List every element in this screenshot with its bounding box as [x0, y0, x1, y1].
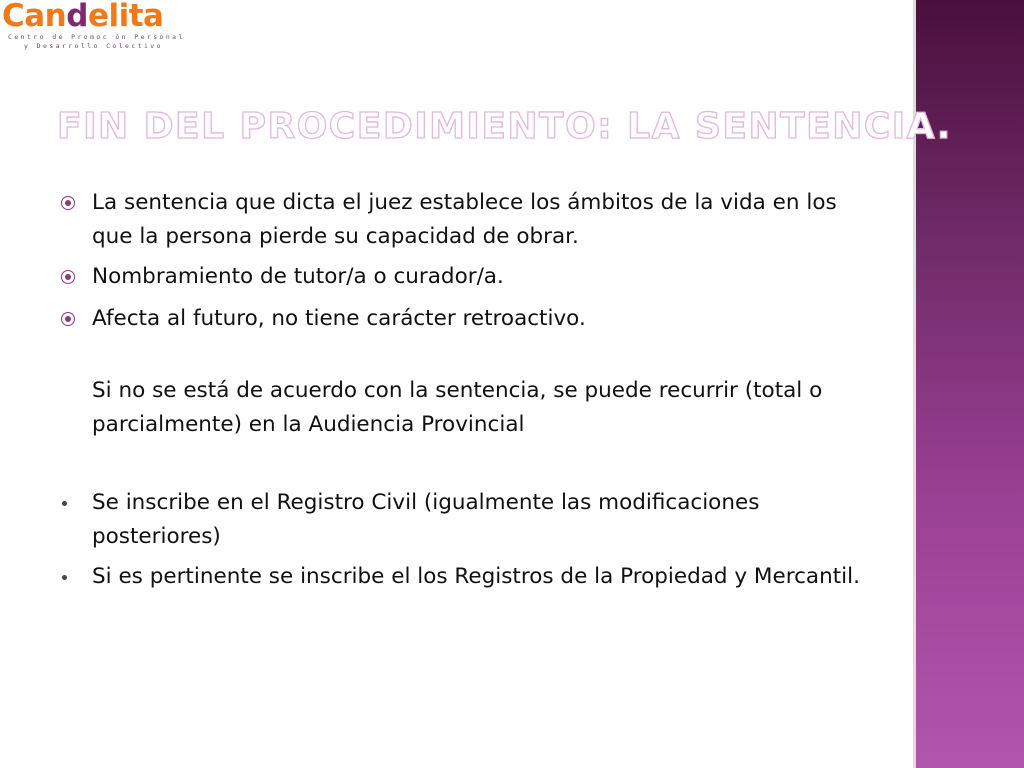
- logo-wordmark: [2, 0, 163, 36]
- paragraph: [60, 374, 860, 442]
- logo-part-3: elita: [87, 0, 164, 34]
- circle-bullet-icon: [61, 270, 75, 284]
- slide-title: FIN DEL PROCEDIMIENTO: LA SENTENCIA.: [57, 106, 952, 147]
- bullet-text: Se inscribe en el Registro Civil (igualmente las modificaciones posteriores): [92, 490, 760, 549]
- dot-bullet-icon: [62, 501, 67, 506]
- slide-content: [60, 186, 860, 594]
- bullet-text: Si es pertinente se inscribe el los Registros de la Propiedad y Mercantil.: [92, 564, 860, 589]
- dot-bullet-item: [60, 486, 860, 554]
- bullet-text: Afecta al futuro, no tiene carácter retroactivo.: [92, 306, 586, 331]
- logo-part-2: d: [66, 0, 88, 34]
- bullet-item: [60, 260, 860, 294]
- bullet-item: [60, 186, 860, 254]
- dot-bullet-item: [60, 560, 860, 594]
- paragraph-text: Si no se está de acuerdo con la sentencia, se puede recurrir (total o parcialmente) en la Audiencia Provincial: [92, 378, 823, 437]
- circle-bullet-icon: [61, 312, 75, 326]
- candelita-logo: [2, 0, 185, 60]
- bullet-text: Nombramiento de tutor/a o curador/a.: [92, 264, 504, 289]
- logo-subtitle-line-1: Centro de Promoc ón Personal: [8, 33, 185, 41]
- dot-bullet-icon: [62, 575, 67, 580]
- logo-subtitle-line-2: y Desarrollo Colectivo: [24, 42, 163, 50]
- circle-bullet-icon: [61, 196, 75, 210]
- bullet-text: La sentencia que dicta el juez establece los ámbitos de la vida en los que la persona pierde su capacidad de obrar.: [92, 190, 837, 249]
- logo-part-1: Can: [2, 0, 67, 34]
- bullet-item: [60, 302, 860, 336]
